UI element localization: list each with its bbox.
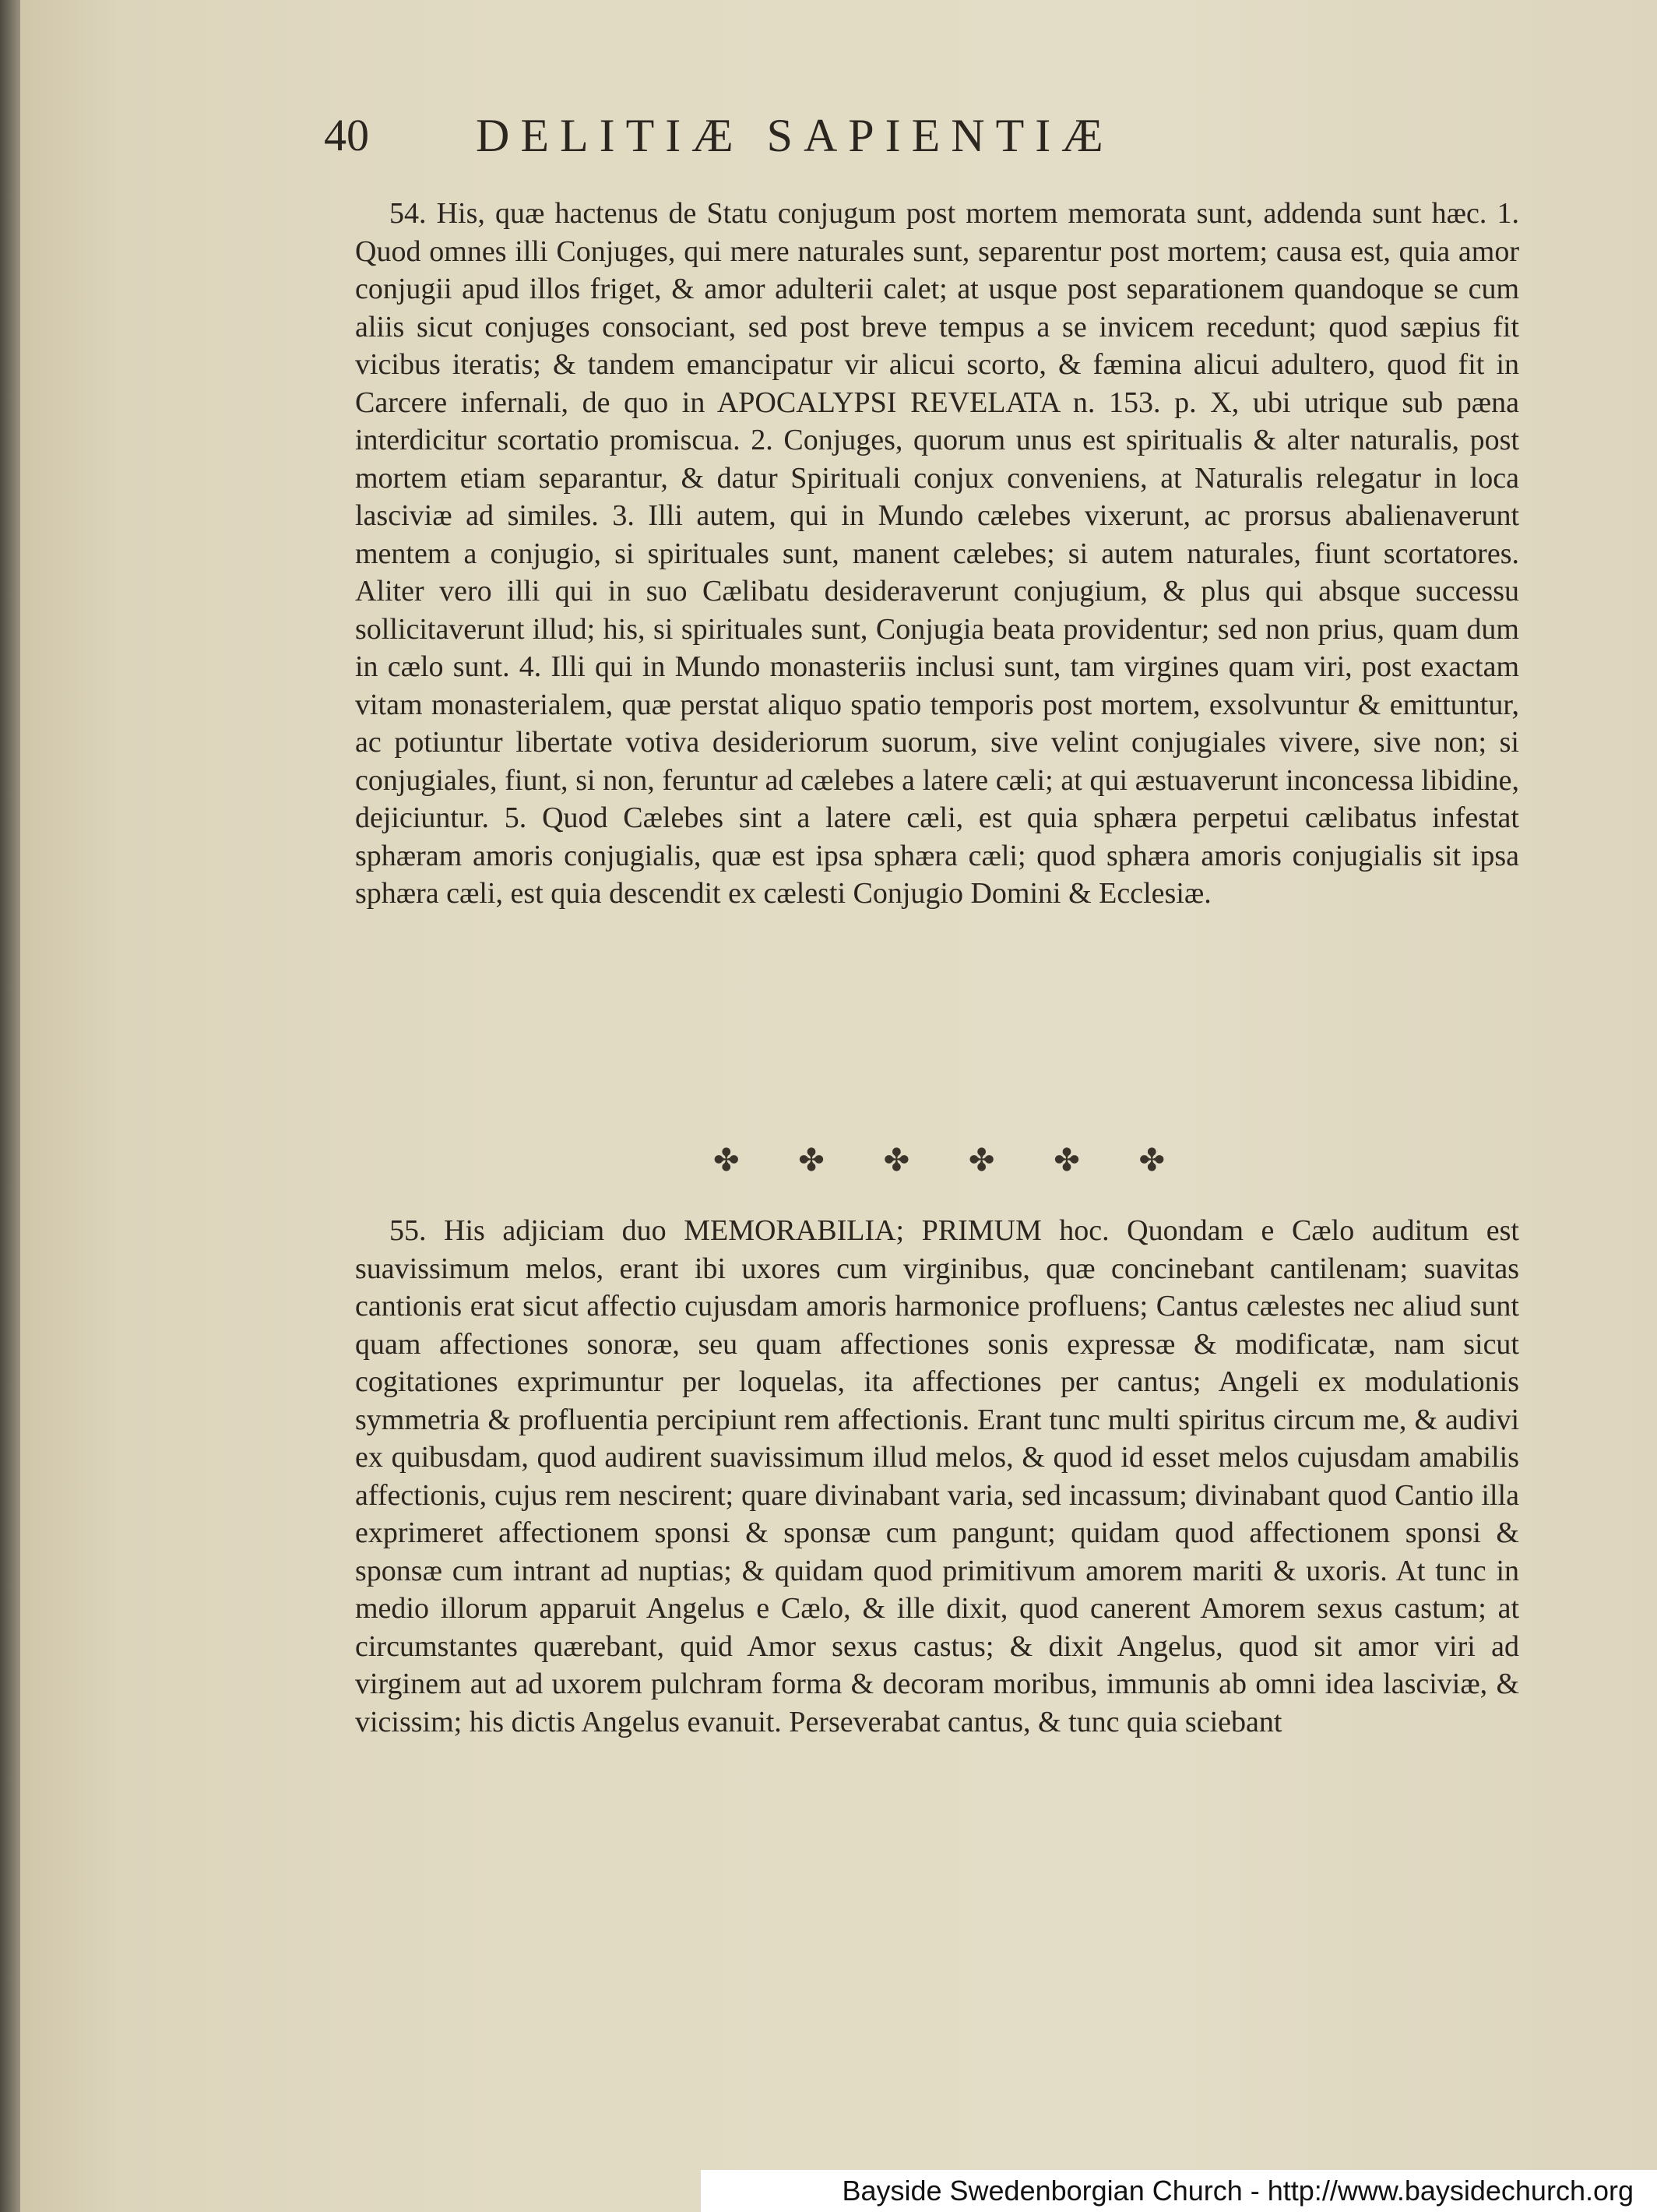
paragraph-text: 55. His adjiciam duo MEMORABILIA; PRIMUM hoc. Quondam e Cælo auditum est suavissimum melos, erant ibi uxores cum virginibus, quæ concinebant cantilenam; suavitas cantionis erat sicut affectio cujusdam amoris harmonice profluens; Cantus cælestes nec aliud sunt quam affectiones sonoræ, seu quam affectiones sonis expressæ & modificatæ, nam sicut cogitationes exprimuntur per loquelas, ita affectiones per cantus; Angeli ex modulationis symmetria & profluentia percipiunt rem affectionis. Erant tunc multi spiritus circum me, & audivi ex quibusdam, quod audirent suavissimum illud melos, & quod id esset melos cujusdam amabilis affectionis, cujus rem nescirent; quare divinabant varia, sed incassum; divinabant quod Cantio illa exprimeret affectionem sponsi & sponsæ cum pangunt; quidam quod affectionem sponsi & sponsæ cum intrant ad nuptias; & quidam quod primitivum amorem mariti & uxoris. At tunc in medio illorum apparuit Angelus e Cælo, & ille dixit, quod canerent Amorem sexus castum; at circumstantes quærebant, quid Amor sexus castus; & dixit Angelus, quod sit amor viri ad virginem aut ad uxorem pulchram forma & decoram moribus, immunis ab omni idea lasciviæ, & vicissim; his dictis Angelus evanuit. Perseverabat cantus, & tunc quia sciebant (355, 1214, 1519, 1738)
flower-ornament-icon: ✤ (968, 1143, 995, 1178)
book-page (20, 0, 1657, 2212)
running-head: DELITIÆ SAPIENTIÆ (476, 110, 1114, 161)
flower-ornament-icon: ✤ (1138, 1143, 1165, 1178)
ornament-divider (713, 1141, 1165, 1180)
paragraph-55 (355, 1212, 1519, 1741)
flower-ornament-icon: ✤ (798, 1143, 825, 1178)
page-number: 40 (324, 110, 369, 160)
paragraph-text: 54. His, quæ hactenus de Statu conjugum post mortem memorata sunt, addenda sunt hæc. 1. Quod omnes illi Conjuges, qui mere naturales sunt, separentur post mortem; causa est, quia amor conjugii apud illos friget, & amor adulterii calet; at usque post separationem quandoque se cum aliis sicut conjuges consociant, sed post breve tempus a se invicem recedunt; quod sæpius fit vicibus iteratis; & tandem emancipatur vir alicui scorto, & fæmina alicui adultero, quod fit in Carcere infernali, de quo in APOCALYPSI REVELATA n. 153. p. X, ubi utrique sub pæna interdicitur scortatio promiscua. 2. Conjuges, quorum unus est spiritualis & alter naturalis, post mortem etiam separantur, & datur Spirituali conjux conveniens, at Naturalis relegatur in loca lasciviæ ad similes. 3. Illi autem, qui in Mundo cælebes vixerunt, ac prorsus abalienaverunt mentem a conjugio, si spirituales sunt, manent cælebes; si autem naturales, fiunt scortatores. Aliter vero illi qui in suo Cælibatu desideraverunt conjugium, & plus qui absque successu sollicitaverunt illud; his, si spirituales sunt, Conjugia beata providentur; sed non prius, quam dum in cælo sunt. 4. Illi qui in Mundo monasteriis inclusi sunt, tam virgines quam viri, post exactam vitam monasterialem, quæ perstat aliquo spatio temporis post mortem, exsolvuntur & emittuntur, ac potiuntur libertate votiva desideriorum suorum, sive velint conjugiales vivere, sive non; si conjugiales, fiunt, si non, feruntur ad cælebes a latere cæli; at qui æstuaverunt inconcessa libidine, dejiciuntur. 5. Quod Cælebes sint a latere cæli, est quia sphæra perpetui cælibatus infestat sphæram amoris conjugialis, quæ est ipsa sphæra cæli; quod sphæra amoris conjugialis sit ipsa sphæra cæli, est quia descendit ex cælesti Conjugio Domini & Ecclesiæ. (355, 197, 1519, 910)
page-header (20, 109, 1657, 171)
flower-ornament-icon: ✤ (883, 1143, 910, 1178)
watermark-banner (701, 2170, 1657, 2212)
book-spine-edge (0, 0, 20, 2212)
paragraph-54 (355, 195, 1519, 913)
flower-ornament-icon: ✤ (1054, 1143, 1080, 1178)
watermark-text: Bayside Swedenborgian Church - http://www.baysidechurch.org (842, 2175, 1634, 2207)
flower-ornament-icon: ✤ (713, 1143, 740, 1178)
